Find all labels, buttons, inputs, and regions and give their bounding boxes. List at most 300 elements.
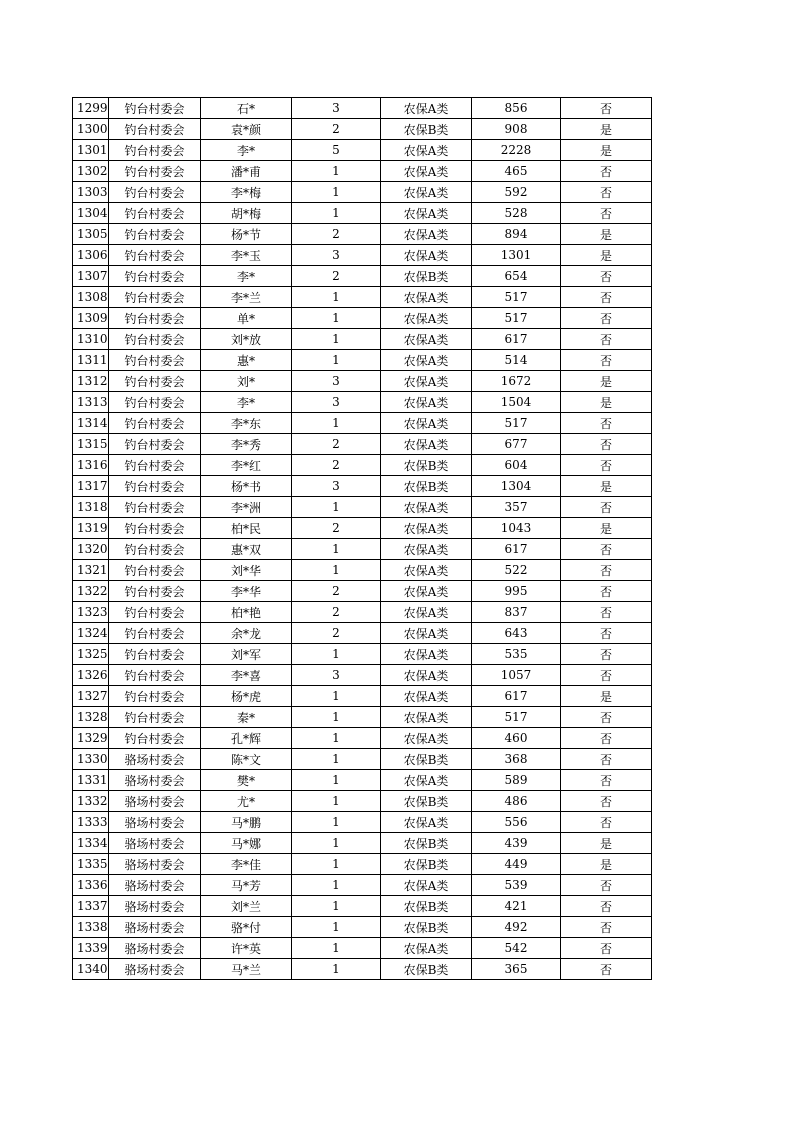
insurance-type-cell: 农保A类 — [381, 497, 472, 518]
row-number-cell: 1329 — [73, 728, 109, 749]
flag-cell: 否 — [561, 161, 652, 182]
person-name-cell: 柏*民 — [201, 518, 292, 539]
row-number-cell: 1319 — [73, 518, 109, 539]
row-number-cell: 1308 — [73, 287, 109, 308]
row-number-cell: 1340 — [73, 959, 109, 980]
flag-cell: 否 — [561, 308, 652, 329]
person-name-cell: 袁*颜 — [201, 119, 292, 140]
insurance-type-cell: 农保A类 — [381, 812, 472, 833]
row-number-cell: 1306 — [73, 245, 109, 266]
amount-cell: 357 — [472, 497, 561, 518]
row-number-cell: 1323 — [73, 602, 109, 623]
amount-cell: 677 — [472, 434, 561, 455]
village-committee-cell: 骆场村委会 — [109, 833, 201, 854]
household-size-cell: 3 — [292, 392, 381, 413]
village-committee-cell: 钓台村委会 — [109, 665, 201, 686]
amount-cell: 592 — [472, 182, 561, 203]
household-size-cell: 2 — [292, 455, 381, 476]
flag-cell: 否 — [561, 329, 652, 350]
household-size-cell: 1 — [292, 833, 381, 854]
person-name-cell: 李*华 — [201, 581, 292, 602]
household-size-cell: 1 — [292, 329, 381, 350]
village-committee-cell: 钓台村委会 — [109, 728, 201, 749]
household-size-cell: 1 — [292, 413, 381, 434]
row-number-cell: 1303 — [73, 182, 109, 203]
insurance-type-cell: 农保B类 — [381, 959, 472, 980]
insurance-type-cell: 农保A类 — [381, 140, 472, 161]
village-committee-cell: 骆场村委会 — [109, 770, 201, 791]
table-row — [73, 812, 652, 833]
flag-cell: 否 — [561, 287, 652, 308]
person-name-cell: 刘*华 — [201, 560, 292, 581]
insurance-type-cell: 农保A类 — [381, 413, 472, 434]
village-committee-cell: 骆场村委会 — [109, 896, 201, 917]
household-size-cell: 3 — [292, 245, 381, 266]
household-size-cell: 3 — [292, 665, 381, 686]
insurance-type-cell: 农保A类 — [381, 182, 472, 203]
row-number-cell: 1320 — [73, 539, 109, 560]
village-committee-cell: 骆场村委会 — [109, 812, 201, 833]
row-number-cell: 1339 — [73, 938, 109, 959]
row-number-cell: 1334 — [73, 833, 109, 854]
flag-cell: 否 — [561, 497, 652, 518]
row-number-cell: 1324 — [73, 623, 109, 644]
person-name-cell: 马*娜 — [201, 833, 292, 854]
amount-cell: 617 — [472, 539, 561, 560]
table-row — [73, 119, 652, 140]
person-name-cell: 李*玉 — [201, 245, 292, 266]
amount-cell: 517 — [472, 308, 561, 329]
village-committee-cell: 钓台村委会 — [109, 308, 201, 329]
flag-cell: 是 — [561, 854, 652, 875]
person-name-cell: 尤* — [201, 791, 292, 812]
village-committee-cell: 钓台村委会 — [109, 161, 201, 182]
person-name-cell: 李* — [201, 392, 292, 413]
household-size-cell: 1 — [292, 770, 381, 791]
insurance-type-cell: 农保B类 — [381, 896, 472, 917]
insurance-type-cell: 农保B类 — [381, 791, 472, 812]
village-committee-cell: 骆场村委会 — [109, 749, 201, 770]
household-size-cell: 2 — [292, 581, 381, 602]
amount-cell: 535 — [472, 644, 561, 665]
household-size-cell: 1 — [292, 644, 381, 665]
row-number-cell: 1304 — [73, 203, 109, 224]
row-number-cell: 1330 — [73, 749, 109, 770]
insurance-type-cell: 农保A类 — [381, 581, 472, 602]
amount-cell: 365 — [472, 959, 561, 980]
village-committee-cell: 钓台村委会 — [109, 413, 201, 434]
amount-cell: 556 — [472, 812, 561, 833]
table-row — [73, 518, 652, 539]
table-row — [73, 434, 652, 455]
row-number-cell: 1310 — [73, 329, 109, 350]
village-committee-cell: 骆场村委会 — [109, 875, 201, 896]
household-size-cell: 1 — [292, 560, 381, 581]
household-size-cell: 1 — [292, 161, 381, 182]
flag-cell: 否 — [561, 707, 652, 728]
insurance-type-cell: 农保B类 — [381, 749, 472, 770]
person-name-cell: 惠*双 — [201, 539, 292, 560]
insurance-type-cell: 农保B类 — [381, 917, 472, 938]
village-committee-cell: 钓台村委会 — [109, 539, 201, 560]
row-number-cell: 1331 — [73, 770, 109, 791]
amount-cell: 1057 — [472, 665, 561, 686]
table-row — [73, 665, 652, 686]
table-row — [73, 245, 652, 266]
amount-cell: 517 — [472, 707, 561, 728]
flag-cell: 否 — [561, 728, 652, 749]
household-size-cell: 2 — [292, 602, 381, 623]
table-row — [73, 497, 652, 518]
village-committee-cell: 骆场村委会 — [109, 938, 201, 959]
person-name-cell: 李*红 — [201, 455, 292, 476]
insurance-type-cell: 农保A类 — [381, 707, 472, 728]
flag-cell: 否 — [561, 203, 652, 224]
row-number-cell: 1335 — [73, 854, 109, 875]
row-number-cell: 1327 — [73, 686, 109, 707]
row-number-cell: 1328 — [73, 707, 109, 728]
table-row — [73, 161, 652, 182]
household-size-cell: 1 — [292, 938, 381, 959]
table-row — [73, 623, 652, 644]
row-number-cell: 1325 — [73, 644, 109, 665]
household-size-cell: 1 — [292, 287, 381, 308]
row-number-cell: 1318 — [73, 497, 109, 518]
insurance-type-cell: 农保A类 — [381, 665, 472, 686]
person-name-cell: 马*鹏 — [201, 812, 292, 833]
insurance-type-cell: 农保A类 — [381, 224, 472, 245]
amount-cell: 514 — [472, 350, 561, 371]
household-size-cell: 1 — [292, 350, 381, 371]
insurance-type-cell: 农保B类 — [381, 266, 472, 287]
insurance-type-cell: 农保A类 — [381, 686, 472, 707]
table-row — [73, 413, 652, 434]
flag-cell: 否 — [561, 749, 652, 770]
amount-cell: 528 — [472, 203, 561, 224]
household-size-cell: 3 — [292, 98, 381, 119]
person-name-cell: 杨*虎 — [201, 686, 292, 707]
row-number-cell: 1317 — [73, 476, 109, 497]
table-body — [73, 98, 652, 980]
table-row — [73, 266, 652, 287]
flag-cell: 否 — [561, 917, 652, 938]
insurance-type-cell: 农保A类 — [381, 245, 472, 266]
insurance-type-cell: 农保A类 — [381, 518, 472, 539]
person-name-cell: 柏*艳 — [201, 602, 292, 623]
amount-cell: 643 — [472, 623, 561, 644]
household-size-cell: 1 — [292, 203, 381, 224]
village-committee-cell: 钓台村委会 — [109, 476, 201, 497]
village-committee-cell: 钓台村委会 — [109, 581, 201, 602]
person-name-cell: 杨*节 — [201, 224, 292, 245]
row-number-cell: 1312 — [73, 371, 109, 392]
insurance-type-cell: 农保A类 — [381, 644, 472, 665]
row-number-cell: 1338 — [73, 917, 109, 938]
insurance-type-cell: 农保A类 — [381, 392, 472, 413]
person-name-cell: 秦* — [201, 707, 292, 728]
table-row — [73, 686, 652, 707]
amount-cell: 604 — [472, 455, 561, 476]
flag-cell: 否 — [561, 455, 652, 476]
table-row — [73, 182, 652, 203]
amount-cell: 894 — [472, 224, 561, 245]
village-committee-cell: 钓台村委会 — [109, 497, 201, 518]
insurance-type-cell: 农保A类 — [381, 98, 472, 119]
household-size-cell: 2 — [292, 266, 381, 287]
flag-cell: 否 — [561, 434, 652, 455]
table-row — [73, 875, 652, 896]
flag-cell: 是 — [561, 686, 652, 707]
table-row — [73, 203, 652, 224]
person-name-cell: 石* — [201, 98, 292, 119]
row-number-cell: 1326 — [73, 665, 109, 686]
village-committee-cell: 钓台村委会 — [109, 455, 201, 476]
table-row — [73, 791, 652, 812]
household-size-cell: 2 — [292, 119, 381, 140]
person-name-cell: 胡*梅 — [201, 203, 292, 224]
person-name-cell: 李* — [201, 266, 292, 287]
household-size-cell: 1 — [292, 728, 381, 749]
person-name-cell: 陈*文 — [201, 749, 292, 770]
amount-cell: 1043 — [472, 518, 561, 539]
person-name-cell: 余*龙 — [201, 623, 292, 644]
household-size-cell: 1 — [292, 917, 381, 938]
person-name-cell: 马*芳 — [201, 875, 292, 896]
table-row — [73, 224, 652, 245]
person-name-cell: 李*喜 — [201, 665, 292, 686]
village-committee-cell: 钓台村委会 — [109, 245, 201, 266]
flag-cell: 是 — [561, 371, 652, 392]
amount-cell: 492 — [472, 917, 561, 938]
flag-cell: 是 — [561, 392, 652, 413]
household-size-cell: 1 — [292, 875, 381, 896]
household-size-cell: 3 — [292, 371, 381, 392]
village-committee-cell: 骆场村委会 — [109, 917, 201, 938]
insurance-type-cell: 农保A类 — [381, 623, 472, 644]
person-name-cell: 骆*付 — [201, 917, 292, 938]
row-number-cell: 1300 — [73, 119, 109, 140]
person-name-cell: 刘*兰 — [201, 896, 292, 917]
table-row — [73, 644, 652, 665]
household-size-cell: 1 — [292, 959, 381, 980]
household-size-cell: 1 — [292, 686, 381, 707]
amount-cell: 654 — [472, 266, 561, 287]
household-size-cell: 1 — [292, 749, 381, 770]
amount-cell: 517 — [472, 413, 561, 434]
household-size-cell: 1 — [292, 497, 381, 518]
village-committee-cell: 钓台村委会 — [109, 98, 201, 119]
table-row — [73, 539, 652, 560]
row-number-cell: 1315 — [73, 434, 109, 455]
row-number-cell: 1305 — [73, 224, 109, 245]
table-row — [73, 833, 652, 854]
flag-cell: 否 — [561, 770, 652, 791]
insurance-type-cell: 农保A类 — [381, 308, 472, 329]
row-number-cell: 1313 — [73, 392, 109, 413]
household-size-cell: 1 — [292, 539, 381, 560]
flag-cell: 是 — [561, 140, 652, 161]
village-committee-cell: 骆场村委会 — [109, 959, 201, 980]
person-name-cell: 马*兰 — [201, 959, 292, 980]
household-size-cell: 2 — [292, 434, 381, 455]
amount-cell: 995 — [472, 581, 561, 602]
table-row — [73, 854, 652, 875]
person-name-cell: 刘* — [201, 371, 292, 392]
village-committee-cell: 钓台村委会 — [109, 350, 201, 371]
village-committee-cell: 钓台村委会 — [109, 224, 201, 245]
amount-cell: 449 — [472, 854, 561, 875]
amount-cell: 617 — [472, 329, 561, 350]
insurance-type-cell: 农保B类 — [381, 854, 472, 875]
flag-cell: 否 — [561, 350, 652, 371]
row-number-cell: 1301 — [73, 140, 109, 161]
household-size-cell: 1 — [292, 791, 381, 812]
flag-cell: 是 — [561, 245, 652, 266]
village-committee-cell: 钓台村委会 — [109, 602, 201, 623]
table-row — [73, 938, 652, 959]
insurance-type-cell: 农保A类 — [381, 770, 472, 791]
person-name-cell: 刘*放 — [201, 329, 292, 350]
insurance-type-cell: 农保A类 — [381, 287, 472, 308]
person-name-cell: 樊* — [201, 770, 292, 791]
flag-cell: 否 — [561, 560, 652, 581]
insurance-type-cell: 农保A类 — [381, 203, 472, 224]
amount-cell: 542 — [472, 938, 561, 959]
table-row — [73, 308, 652, 329]
flag-cell: 否 — [561, 875, 652, 896]
insurance-type-cell: 农保A类 — [381, 938, 472, 959]
village-committee-cell: 钓台村委会 — [109, 287, 201, 308]
row-number-cell: 1316 — [73, 455, 109, 476]
amount-cell: 421 — [472, 896, 561, 917]
insurance-type-cell: 农保B类 — [381, 476, 472, 497]
amount-cell: 539 — [472, 875, 561, 896]
amount-cell: 837 — [472, 602, 561, 623]
flag-cell: 否 — [561, 581, 652, 602]
household-size-cell: 2 — [292, 224, 381, 245]
household-size-cell: 5 — [292, 140, 381, 161]
insurance-type-cell: 农保A类 — [381, 539, 472, 560]
table-row — [73, 749, 652, 770]
flag-cell: 否 — [561, 959, 652, 980]
person-name-cell: 杨*书 — [201, 476, 292, 497]
household-size-cell: 1 — [292, 896, 381, 917]
row-number-cell: 1307 — [73, 266, 109, 287]
insurance-type-cell: 农保A类 — [381, 350, 472, 371]
household-size-cell: 2 — [292, 518, 381, 539]
data-table — [72, 97, 652, 980]
village-committee-cell: 钓台村委会 — [109, 686, 201, 707]
flag-cell: 是 — [561, 476, 652, 497]
amount-cell: 460 — [472, 728, 561, 749]
person-name-cell: 刘*军 — [201, 644, 292, 665]
row-number-cell: 1333 — [73, 812, 109, 833]
amount-cell: 2228 — [472, 140, 561, 161]
person-name-cell: 惠* — [201, 350, 292, 371]
amount-cell: 589 — [472, 770, 561, 791]
table-row — [73, 140, 652, 161]
amount-cell: 1672 — [472, 371, 561, 392]
table-row — [73, 707, 652, 728]
amount-cell: 856 — [472, 98, 561, 119]
table-row — [73, 287, 652, 308]
flag-cell: 否 — [561, 812, 652, 833]
household-size-cell: 1 — [292, 812, 381, 833]
table-row — [73, 896, 652, 917]
row-number-cell: 1302 — [73, 161, 109, 182]
village-committee-cell: 钓台村委会 — [109, 182, 201, 203]
row-number-cell: 1336 — [73, 875, 109, 896]
amount-cell: 439 — [472, 833, 561, 854]
row-number-cell: 1299 — [73, 98, 109, 119]
flag-cell: 否 — [561, 791, 652, 812]
person-name-cell: 李* — [201, 140, 292, 161]
village-committee-cell: 骆场村委会 — [109, 854, 201, 875]
table-row — [73, 959, 652, 980]
flag-cell: 否 — [561, 623, 652, 644]
amount-cell: 908 — [472, 119, 561, 140]
household-size-cell: 1 — [292, 308, 381, 329]
village-committee-cell: 钓台村委会 — [109, 140, 201, 161]
insurance-type-cell: 农保A类 — [381, 560, 472, 581]
person-name-cell: 单* — [201, 308, 292, 329]
household-size-cell: 2 — [292, 623, 381, 644]
flag-cell: 否 — [561, 182, 652, 203]
household-size-cell: 1 — [292, 182, 381, 203]
village-committee-cell: 钓台村委会 — [109, 434, 201, 455]
person-name-cell: 孔*辉 — [201, 728, 292, 749]
village-committee-cell: 钓台村委会 — [109, 119, 201, 140]
person-name-cell: 李*东 — [201, 413, 292, 434]
insurance-type-cell: 农保A类 — [381, 329, 472, 350]
flag-cell: 否 — [561, 644, 652, 665]
flag-cell: 否 — [561, 665, 652, 686]
amount-cell: 522 — [472, 560, 561, 581]
flag-cell: 是 — [561, 119, 652, 140]
row-number-cell: 1322 — [73, 581, 109, 602]
table-row — [73, 392, 652, 413]
flag-cell: 是 — [561, 224, 652, 245]
flag-cell: 否 — [561, 896, 652, 917]
table-row — [73, 581, 652, 602]
table-row — [73, 98, 652, 119]
row-number-cell: 1321 — [73, 560, 109, 581]
row-number-cell: 1309 — [73, 308, 109, 329]
flag-cell: 否 — [561, 602, 652, 623]
household-size-cell: 1 — [292, 707, 381, 728]
person-name-cell: 李*兰 — [201, 287, 292, 308]
insurance-type-cell: 农保B类 — [381, 119, 472, 140]
flag-cell: 否 — [561, 938, 652, 959]
household-size-cell: 3 — [292, 476, 381, 497]
amount-cell: 465 — [472, 161, 561, 182]
village-committee-cell: 骆场村委会 — [109, 791, 201, 812]
village-committee-cell: 钓台村委会 — [109, 203, 201, 224]
flag-cell: 否 — [561, 98, 652, 119]
flag-cell: 是 — [561, 833, 652, 854]
flag-cell: 是 — [561, 518, 652, 539]
village-committee-cell: 钓台村委会 — [109, 329, 201, 350]
insurance-type-cell: 农保A类 — [381, 371, 472, 392]
insurance-type-cell: 农保A类 — [381, 602, 472, 623]
insurance-type-cell: 农保A类 — [381, 728, 472, 749]
table-row — [73, 329, 652, 350]
insurance-type-cell: 农保B类 — [381, 455, 472, 476]
table-row — [73, 350, 652, 371]
household-size-cell: 1 — [292, 854, 381, 875]
person-name-cell: 李*洲 — [201, 497, 292, 518]
row-number-cell: 1314 — [73, 413, 109, 434]
